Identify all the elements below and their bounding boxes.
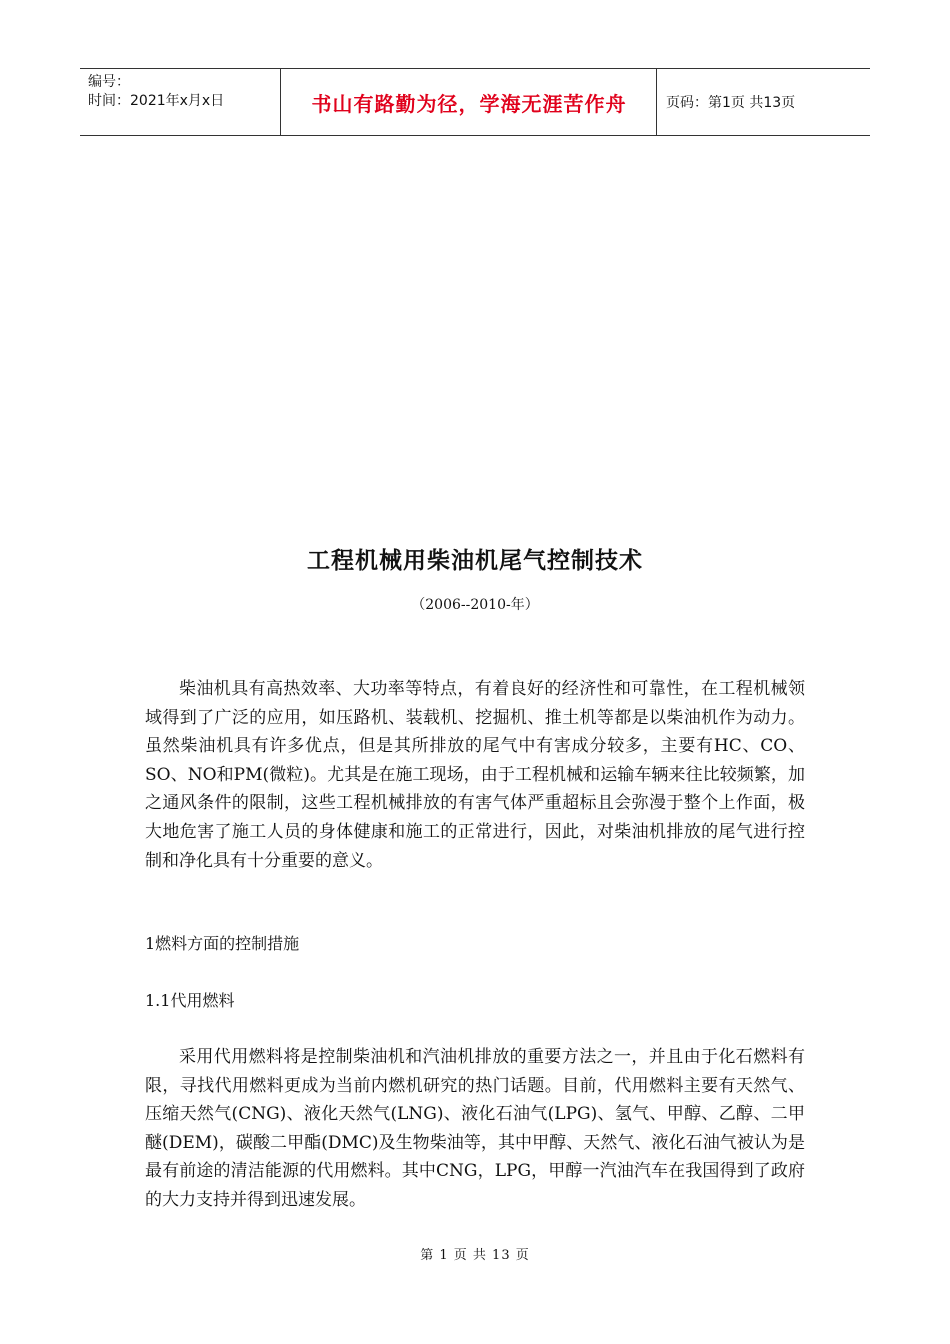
body-paragraph: 采用代用燃料将是控制柴油机和汽油机排放的重要方法之一，并且由于化石燃料有限，寻找代用燃料更成为当前内燃机研究的热门话题。目前，代用燃料主要有天然气、压缩天然气(CNG)、液化天然气(LNG)、液化石油气(LPG)、氢气、甲醇、乙醇、二甲醚(DEM)，碳酸二甲酯(DMC)及生物柴油等，其中甲醇、天然气、液化石油气被认为是最有前途的清洁能源的代用燃料。其中CNG，LPG，甲醇一汽油汽车在我国得到了政府的大力支持并得到迅速发展。	[145, 1047, 805, 1210]
header-motto: 书山有路勤为径，学海无涯苦作舟	[311, 91, 627, 116]
page-footer: 第 1 页 共 13 页	[420, 1248, 530, 1263]
document-date-label: 时间：2021年x月x日	[88, 93, 225, 109]
page-header	[80, 68, 870, 136]
section-heading: 1燃料方面的控制措施	[145, 934, 300, 953]
body-paragraph: 柴油机具有高热效率、大功率等特点，有着良好的经济性和可靠性，在工程机械领域得到了广泛的应用，如压路机、装载机、挖掘机、推土机等都是以柴油机作为动力。虽然柴油机具有许多优点，但是其所排放的尾气中有害成分较多，主要有HC、CO、SO、NO和PM(微粒)。尤其是在施工现场，由于工程机械和运输车辆来往比较频繁，加之通风条件的限制，这些工程机械排放的有害气体严重超标且会弥漫于整个上作面，极大地危害了施工人员的身体健康和施工的正常进行，因此，对柴油机排放的尾气进行控制和净化具有十分重要的意义。	[145, 679, 805, 871]
header-page-info: 页码：第1页 共13页	[666, 95, 796, 111]
header-meta	[88, 73, 278, 111]
header-divider	[280, 69, 281, 135]
document-number-label: 编号：	[88, 74, 130, 90]
document-title: 工程机械用柴油机尾气控制技术	[307, 548, 643, 574]
document-subtitle: （2006--2010-年）	[411, 597, 539, 613]
subsection-heading: 1.1代用燃料	[145, 991, 235, 1010]
header-divider	[656, 69, 657, 135]
